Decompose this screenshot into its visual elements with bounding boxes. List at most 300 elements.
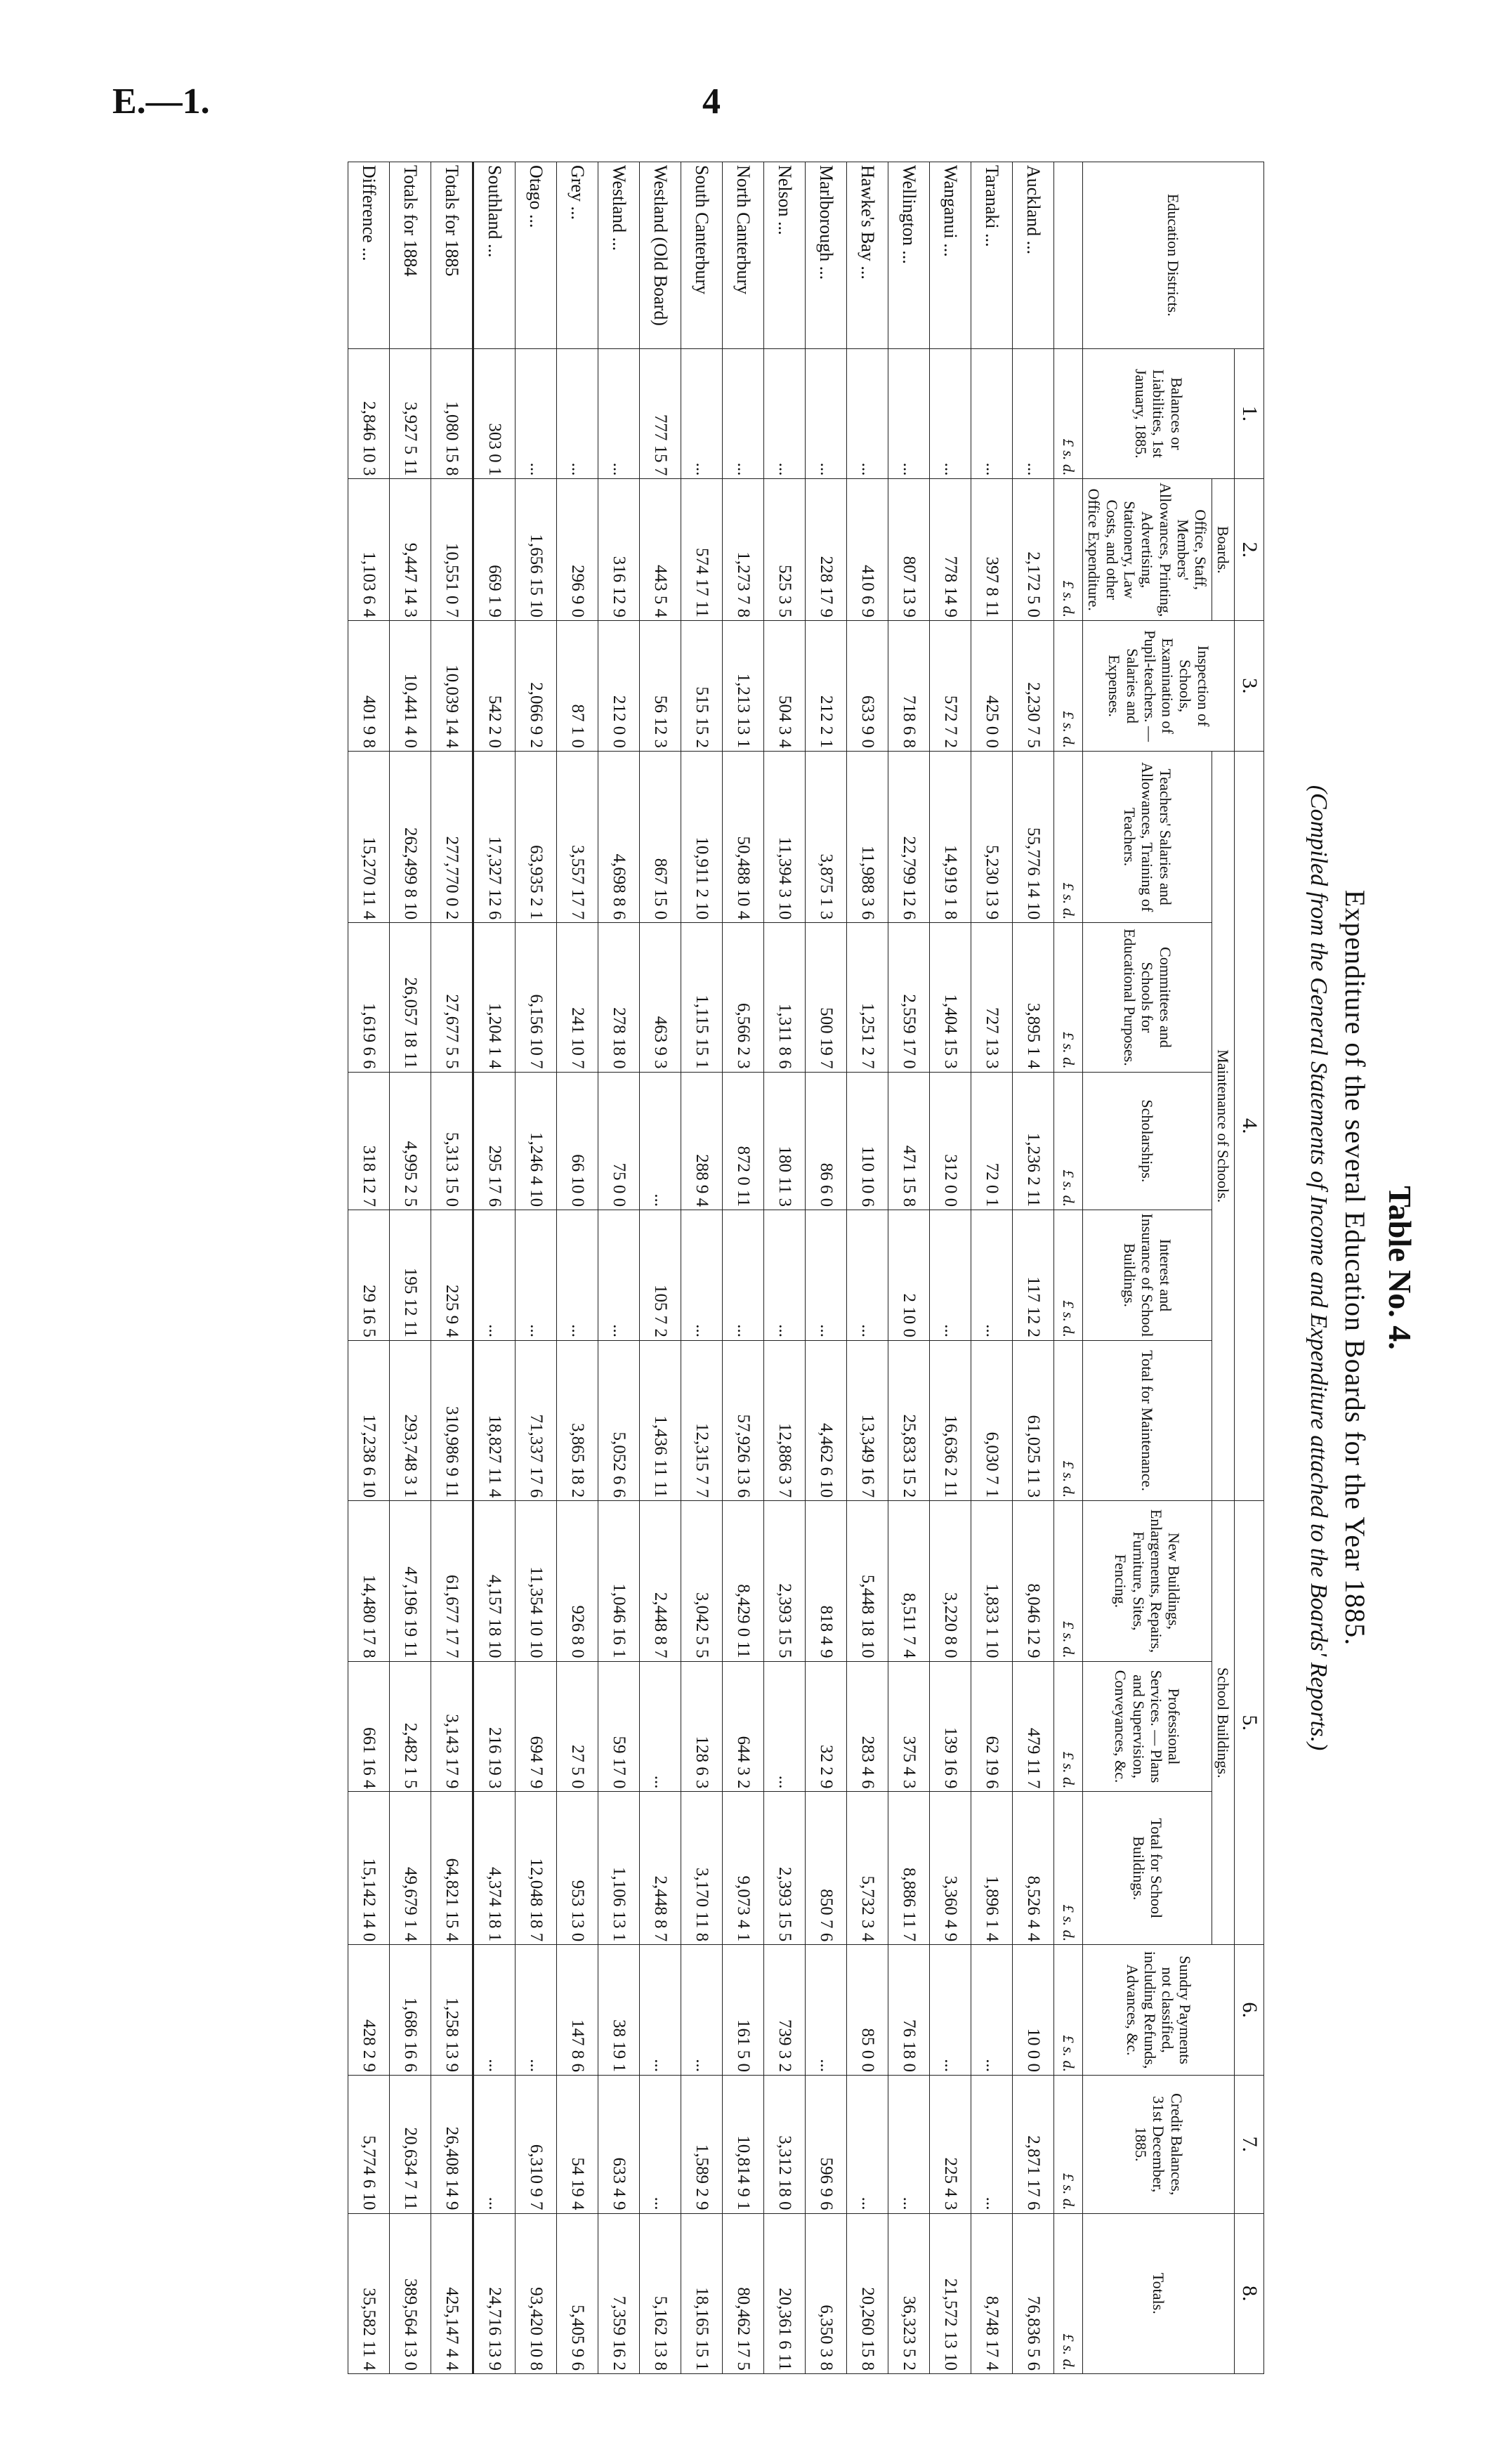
amount-cell: ... xyxy=(806,1945,847,2076)
amount-cell: £ s. d. xyxy=(1054,1501,1083,1661)
amount-cell: 2,393 15 5 xyxy=(764,1792,806,1945)
amount-cell: ... xyxy=(930,348,971,479)
amount-cell: 8,429 0 11 xyxy=(723,1501,764,1661)
amount-cell: ... xyxy=(598,348,640,479)
column-number-row xyxy=(1235,162,1264,2374)
amount-cell: ... xyxy=(557,1210,598,1341)
col-total-buildings-header: Total for School Buildings. xyxy=(1083,1792,1212,1945)
amount-cell: 500 19 7 xyxy=(806,923,847,1072)
amount-cell: 10,814 9 1 xyxy=(723,2076,764,2213)
table-row xyxy=(723,162,764,2374)
amount-cell: 15,270 11 4 xyxy=(348,751,390,922)
amount-cell: ... xyxy=(888,2076,930,2213)
amount-cell: 212 2 1 xyxy=(806,621,847,752)
amount-cell: 525 3 5 xyxy=(764,479,806,621)
col-teachers-header: Teachers' Salaries and Allowances, Training of Teachers. xyxy=(1083,751,1212,922)
amount-cell: 1,404 15 3 xyxy=(930,923,971,1072)
amount-cell: 56 12 3 xyxy=(640,621,681,752)
amount-cell: £ s. d. xyxy=(1054,1340,1083,1500)
col-professional-header: Professional Services. — Plans and Supervision, Conveyances, &c. xyxy=(1083,1661,1212,1792)
district-name: Otago ... xyxy=(516,162,557,349)
amount-cell: 76 18 0 xyxy=(888,1945,930,2076)
amount-cell: ... xyxy=(681,1945,723,2076)
amount-cell: 288 9 4 xyxy=(681,1072,723,1210)
amount-cell: 49,679 1 4 xyxy=(390,1792,431,1945)
col-office-header: Office, Staff, Members' Allowances, Printing, Advertising, Stationery, Law Costs, and other Office Expenditure. xyxy=(1083,479,1212,621)
amount-cell: ... xyxy=(806,1210,847,1341)
district-name: Nelson ... xyxy=(764,162,806,349)
amount-cell: 10,039 14 4 xyxy=(431,621,473,752)
district-name: Hawke's Bay ... xyxy=(847,162,888,349)
amount-cell: 277,770 0 2 xyxy=(431,751,473,922)
amount-cell: 4,374 18 1 xyxy=(473,1792,516,1945)
amount-cell: 216 19 3 xyxy=(473,1661,516,1792)
col-sundry-header: Sundry Payments not classified, including Refunds, Advances, &c. xyxy=(1083,1945,1235,2076)
amount-cell: ... xyxy=(681,1210,723,1341)
amount-cell: ... xyxy=(1013,348,1054,479)
amount-cell: ... xyxy=(640,1661,681,1792)
amount-cell: 80,462 17 5 xyxy=(723,2213,764,2374)
amount-cell: 633 9 0 xyxy=(847,621,888,752)
amount-cell: 180 11 3 xyxy=(764,1072,806,1210)
table-row xyxy=(473,162,516,2374)
amount-cell: 5,448 18 10 xyxy=(847,1501,888,1661)
col-boards-group: Boards. xyxy=(1212,479,1235,621)
amount-cell: 66 10 0 xyxy=(557,1072,598,1210)
col-new-buildings-header: New Buildings, Enlargements, Repairs, Furniture, Sites, Fencing. xyxy=(1083,1501,1212,1661)
district-name: Westland ... xyxy=(598,162,640,349)
table-row xyxy=(930,162,971,2374)
amount-cell: 2,871 17 6 xyxy=(1013,2076,1054,2213)
amount-cell: 596 9 6 xyxy=(806,2076,847,2213)
amount-cell: 1,103 6 4 xyxy=(348,479,390,621)
table-row xyxy=(888,162,930,2374)
page-number: 4 xyxy=(702,81,721,122)
district-name: Wanganui ... xyxy=(930,162,971,349)
amount-cell: £ s. d. xyxy=(1054,1661,1083,1792)
amount-cell: £ s. d. xyxy=(1054,1072,1083,1210)
amount-cell: 20,634 7 11 xyxy=(390,2076,431,2213)
amount-cell: ... xyxy=(971,1945,1013,2076)
amount-cell: 15,142 14 0 xyxy=(348,1792,390,1945)
amount-cell: £ s. d. xyxy=(1054,2213,1083,2374)
amount-cell: 139 16 9 xyxy=(930,1661,971,1792)
col-number: 7. xyxy=(1235,2076,1264,2213)
amount-cell: 425 0 0 xyxy=(971,621,1013,752)
amount-cell: ... xyxy=(516,1945,557,2076)
amount-cell: 318 12 7 xyxy=(348,1072,390,1210)
amount-cell: 739 3 2 xyxy=(764,1945,806,2076)
amount-cell: 8,526 4 4 xyxy=(1013,1792,1054,1945)
table-title: Table No. 4. xyxy=(1382,1186,1418,1350)
table-row xyxy=(557,162,598,2374)
amount-cell: 6,030 7 1 xyxy=(971,1340,1013,1500)
col-number: 5. xyxy=(1235,1501,1264,1945)
amount-cell: 2,393 15 5 xyxy=(764,1501,806,1661)
amount-cell: 6,156 10 7 xyxy=(516,923,557,1072)
col-balances-header: Balances or Liabilities, 1st January, 1885. xyxy=(1083,348,1235,479)
amount-cell: £ s. d. xyxy=(1054,621,1083,752)
amount-cell: 6,350 3 8 xyxy=(806,2213,847,2374)
amount-cell: 5,052 6 6 xyxy=(598,1340,640,1500)
amount-cell: 1,115 15 1 xyxy=(681,923,723,1072)
amount-cell: 262,499 8 10 xyxy=(390,751,431,922)
amount-cell: 4,698 8 6 xyxy=(598,751,640,922)
amount-cell: 867 15 0 xyxy=(640,751,681,922)
title-block xyxy=(1305,162,1426,2374)
amount-cell: 644 3 2 xyxy=(723,1661,764,1792)
amount-cell: 26,057 18 11 xyxy=(390,923,431,1072)
amount-cell: £ s. d. xyxy=(1054,2076,1083,2213)
amount-cell: 574 17 11 xyxy=(681,479,723,621)
amount-cell: 7,359 16 2 xyxy=(598,2213,640,2374)
amount-cell: 1,236 2 11 xyxy=(1013,1072,1054,1210)
amount-cell: £ s. d. xyxy=(1054,751,1083,922)
amount-cell: 24,716 13 9 xyxy=(473,2213,516,2374)
amount-cell: 633 4 9 xyxy=(598,2076,640,2213)
amount-cell: £ s. d. xyxy=(1054,923,1083,1072)
amount-cell: 1,106 13 1 xyxy=(598,1792,640,1945)
amount-cell: 778 14 9 xyxy=(930,479,971,621)
amount-cell: ... xyxy=(473,2076,516,2213)
amount-cell: 12,315 7 7 xyxy=(681,1340,723,1500)
col-number: 3. xyxy=(1235,621,1264,752)
amount-cell: 228 17 9 xyxy=(806,479,847,621)
amount-cell: 397 8 11 xyxy=(971,479,1013,621)
amount-cell: 18,165 15 1 xyxy=(681,2213,723,2374)
amount-cell: 3,865 18 2 xyxy=(557,1340,598,1500)
amount-cell: 425,147 4 4 xyxy=(431,2213,473,2374)
col-totals-header: Totals. xyxy=(1083,2213,1235,2374)
amount-cell: 86 6 0 xyxy=(806,1072,847,1210)
amount-cell: 2,448 8 7 xyxy=(640,1501,681,1661)
amount-cell: 35,582 11 4 xyxy=(348,2213,390,2374)
amount-cell: 161 5 0 xyxy=(723,1945,764,2076)
amount-cell: 13,349 16 7 xyxy=(847,1340,888,1500)
district-name: Wellington ... xyxy=(888,162,930,349)
amount-cell: 278 18 0 xyxy=(598,923,640,1072)
amount-cell: 5,774 6 10 xyxy=(348,2076,390,2213)
amount-cell: 11,354 10 10 xyxy=(516,1501,557,1661)
amount-cell: 195 12 11 xyxy=(390,1210,431,1341)
col-interest-header: Interest and Insurance of School Buildings. xyxy=(1083,1210,1212,1341)
col-scholarships-header: Scholarships. xyxy=(1083,1072,1212,1210)
amount-cell: 117 12 2 xyxy=(1013,1210,1054,1341)
table-row xyxy=(598,162,640,2374)
amount-cell: 293,748 3 1 xyxy=(390,1340,431,1500)
amount-cell: 303 0 1 xyxy=(473,348,516,479)
amount-cell: 428 2 9 xyxy=(348,1945,390,2076)
amount-cell: 61,025 11 3 xyxy=(1013,1340,1054,1500)
amount-cell: 669 1 9 xyxy=(473,479,516,621)
col-inspection-header: Inspection of Schools, Examination of Pupil-teachers. — Salaries and Expenses. xyxy=(1083,621,1235,752)
amount-cell: 75 0 0 xyxy=(598,1072,640,1210)
amount-cell: 443 5 4 xyxy=(640,479,681,621)
amount-cell: 1,686 16 6 xyxy=(390,1945,431,2076)
amount-cell: 1,258 13 9 xyxy=(431,1945,473,2076)
amount-cell: ... xyxy=(557,348,598,479)
group-header-row xyxy=(1212,162,1235,2374)
amount-cell: 1,273 7 8 xyxy=(723,479,764,621)
amount-cell: 10,551 0 7 xyxy=(431,479,473,621)
amount-cell: 283 4 6 xyxy=(847,1661,888,1792)
amount-cell: 18,827 11 4 xyxy=(473,1340,516,1500)
amount-cell: 71,337 17 6 xyxy=(516,1340,557,1500)
amount-cell: 1,080 15 8 xyxy=(431,348,473,479)
amount-cell: 3,220 8 0 xyxy=(930,1501,971,1661)
amount-cell: ... xyxy=(473,1210,516,1341)
amount-cell: 21,572 13 10 xyxy=(930,2213,971,2374)
amount-cell: ... xyxy=(847,2076,888,2213)
amount-cell: 36,323 5 2 xyxy=(888,2213,930,2374)
amount-cell: £ s. d. xyxy=(1054,1210,1083,1341)
amount-cell: 8,886 11 7 xyxy=(888,1792,930,1945)
amount-cell: 212 0 0 xyxy=(598,621,640,752)
amount-cell: £ s. d. xyxy=(1054,479,1083,621)
amount-cell: 295 17 6 xyxy=(473,1072,516,1210)
amount-cell: 32 2 9 xyxy=(806,1661,847,1792)
amount-cell: 87 1 0 xyxy=(557,621,598,752)
amount-cell: 20,361 6 11 xyxy=(764,2213,806,2374)
amount-cell: 3,143 17 9 xyxy=(431,1661,473,1792)
amount-cell: 5,230 13 9 xyxy=(971,751,1013,922)
amount-cell: 17,327 12 6 xyxy=(473,751,516,922)
amount-cell: 93,420 10 8 xyxy=(516,2213,557,2374)
amount-cell: 375 4 3 xyxy=(888,1661,930,1792)
amount-cell: 85 0 0 xyxy=(847,1945,888,2076)
amount-cell: 62 19 6 xyxy=(971,1661,1013,1792)
amount-cell: 225 4 3 xyxy=(930,2076,971,2213)
col-district-header: Education Districts. xyxy=(1083,162,1264,349)
col-number: 6. xyxy=(1235,1945,1264,2076)
col-maintenance-group: Maintenance of Schools. xyxy=(1212,751,1235,1500)
amount-cell: 542 2 0 xyxy=(473,621,516,752)
amount-cell: 1,251 2 7 xyxy=(847,923,888,1072)
amount-cell: ... xyxy=(640,2076,681,2213)
amount-cell: 4,462 6 10 xyxy=(806,1340,847,1500)
amount-cell: 64,821 15 4 xyxy=(431,1792,473,1945)
amount-cell: 11,394 3 10 xyxy=(764,751,806,922)
district-name: Grey ... xyxy=(557,162,598,349)
amount-cell: 3,312 18 0 xyxy=(764,2076,806,2213)
amount-cell: 22,799 12 6 xyxy=(888,751,930,922)
units-row xyxy=(1054,162,1083,2374)
amount-cell: 479 11 7 xyxy=(1013,1661,1054,1792)
amount-cell: 10 0 0 xyxy=(1013,1945,1054,2076)
amount-cell: 76,836 5 6 xyxy=(1013,2213,1054,2374)
col-total-maintenance-header: Total for Maintenance. xyxy=(1083,1340,1212,1500)
amount-cell: 10,911 2 10 xyxy=(681,751,723,922)
amount-cell: 4,995 2 5 xyxy=(390,1072,431,1210)
amount-cell: 1,619 6 6 xyxy=(348,923,390,1072)
amount-cell: 777 15 7 xyxy=(640,348,681,479)
amount-cell: 727 13 3 xyxy=(971,923,1013,1072)
amount-cell: ... xyxy=(930,1210,971,1341)
col-number: 2. xyxy=(1235,479,1264,621)
amount-cell: 2,846 10 3 xyxy=(348,348,390,479)
amount-cell: ... xyxy=(681,348,723,479)
table-row xyxy=(1013,162,1054,2374)
amount-cell: ... xyxy=(764,348,806,479)
amount-cell: 5,162 13 8 xyxy=(640,2213,681,2374)
amount-cell: 63,935 2 1 xyxy=(516,751,557,922)
amount-cell: 8,748 17 4 xyxy=(971,2213,1013,2374)
amount-cell: ... xyxy=(598,1210,640,1341)
amount-cell: 38 19 1 xyxy=(598,1945,640,2076)
amount-cell: ... xyxy=(473,1945,516,2076)
amount-cell: 504 3 4 xyxy=(764,621,806,752)
amount-cell: 27 5 0 xyxy=(557,1661,598,1792)
amount-cell: 54 19 4 xyxy=(557,2076,598,2213)
amount-cell: 225 9 4 xyxy=(431,1210,473,1341)
amount-cell: 3,927 5 11 xyxy=(390,348,431,479)
amount-cell: 14,480 17 8 xyxy=(348,1501,390,1661)
col-number: 1. xyxy=(1235,348,1264,479)
amount-cell: ... xyxy=(640,1945,681,2076)
amount-cell: 694 7 9 xyxy=(516,1661,557,1792)
district-name: Taranaki ... xyxy=(971,162,1013,349)
amount-cell: ... xyxy=(847,1210,888,1341)
amount-cell: 1,896 1 4 xyxy=(971,1792,1013,1945)
amount-cell: ... xyxy=(516,348,557,479)
amount-cell: ... xyxy=(806,348,847,479)
table-body xyxy=(348,162,1083,2374)
amount-cell: 3,360 4 9 xyxy=(930,1792,971,1945)
amount-cell: 463 9 3 xyxy=(640,923,681,1072)
district-name: Marlborough ... xyxy=(806,162,847,349)
table-row xyxy=(806,162,847,2374)
amount-cell: 1,833 1 10 xyxy=(971,1501,1013,1661)
district-name: Difference ... xyxy=(348,162,390,349)
amount-cell: 2 10 0 xyxy=(888,1210,930,1341)
amount-cell: 16,636 2 11 xyxy=(930,1340,971,1500)
amount-cell: 2,559 17 0 xyxy=(888,923,930,1072)
amount-cell: 401 9 8 xyxy=(348,621,390,752)
amount-cell: ... xyxy=(723,1210,764,1341)
district-name: Westland (Old Board) xyxy=(640,162,681,349)
amount-cell: 59 17 0 xyxy=(598,1661,640,1792)
amount-cell: ... xyxy=(971,1210,1013,1341)
amount-cell: ... xyxy=(764,1210,806,1341)
amount-cell: 5,732 3 4 xyxy=(847,1792,888,1945)
table-row xyxy=(681,162,723,2374)
amount-cell: 6,310 9 7 xyxy=(516,2076,557,2213)
amount-cell: 12,048 18 7 xyxy=(516,1792,557,1945)
amount-cell: 1,311 8 6 xyxy=(764,923,806,1072)
amount-cell: £ s. d. xyxy=(1054,1945,1083,2076)
totals-row xyxy=(348,162,390,2374)
amount-cell: 128 6 3 xyxy=(681,1661,723,1792)
amount-cell: 9,073 4 1 xyxy=(723,1792,764,1945)
amount-cell: 6,566 2 3 xyxy=(723,923,764,1072)
amount-cell: 850 7 6 xyxy=(806,1792,847,1945)
amount-cell: 27,677 5 5 xyxy=(431,923,473,1072)
amount-cell: 241 10 7 xyxy=(557,923,598,1072)
amount-cell: £ s. d. xyxy=(1054,348,1083,479)
district-name: Totals for 1885 xyxy=(431,162,473,349)
amount-cell: 572 7 2 xyxy=(930,621,971,752)
table-row xyxy=(640,162,681,2374)
district-name: Totals for 1884 xyxy=(390,162,431,349)
amount-cell: 310,986 9 11 xyxy=(431,1340,473,1500)
amount-cell: 61,677 17 7 xyxy=(431,1501,473,1661)
table-row xyxy=(516,162,557,2374)
amount-cell: 1,204 1 4 xyxy=(473,923,516,1072)
amount-cell: 3,170 11 8 xyxy=(681,1792,723,1945)
rotated-table-page xyxy=(162,162,1426,2374)
amount-cell: 953 13 0 xyxy=(557,1792,598,1945)
totals-row xyxy=(390,162,431,2374)
district-name: Southland ... xyxy=(473,162,516,349)
table-row xyxy=(971,162,1013,2374)
page-header-series: E.—1. xyxy=(112,81,210,122)
amount-cell: 29 16 5 xyxy=(348,1210,390,1341)
amount-cell: 14,919 1 8 xyxy=(930,751,971,922)
table-row xyxy=(764,162,806,2374)
amount-cell: 3,895 1 4 xyxy=(1013,923,1054,1072)
amount-cell: 2,230 7 5 xyxy=(1013,621,1054,752)
col-number: 4. xyxy=(1235,751,1264,1500)
totals-row xyxy=(431,162,473,2374)
col-number: 8. xyxy=(1235,2213,1264,2374)
amount-cell: ... xyxy=(640,1072,681,1210)
amount-cell: 1,213 13 1 xyxy=(723,621,764,752)
amount-cell: 47,196 19 11 xyxy=(390,1501,431,1661)
amount-cell: 2,448 8 7 xyxy=(640,1792,681,1945)
amount-cell: 26,408 14 9 xyxy=(431,2076,473,2213)
amount-cell: ... xyxy=(971,2076,1013,2213)
amount-cell: 12,886 3 7 xyxy=(764,1340,806,1500)
amount-cell: 5,313 15 0 xyxy=(431,1072,473,1210)
amount-cell: 3,042 5 5 xyxy=(681,1501,723,1661)
amount-cell: 2,172 5 0 xyxy=(1013,479,1054,621)
district-name: Auckland ... xyxy=(1013,162,1054,349)
amount-cell: 1,656 15 10 xyxy=(516,479,557,621)
amount-cell: 3,557 17 7 xyxy=(557,751,598,922)
amount-cell: 110 10 6 xyxy=(847,1072,888,1210)
expenditure-table xyxy=(348,162,1264,2374)
amount-cell: ... xyxy=(764,1661,806,1792)
table-subtitle: Expenditure of the several Education Boards for the Year 1885. xyxy=(1339,889,1371,1646)
amount-cell: ... xyxy=(971,348,1013,479)
amount-cell: 3,875 1 3 xyxy=(806,751,847,922)
amount-cell: 661 16 4 xyxy=(348,1661,390,1792)
amount-cell: 50,488 10 4 xyxy=(723,751,764,922)
table-row xyxy=(847,162,888,2374)
table-source-note: (Compiled from the General Statements of Income and Expenditure attached to the Boards' Reports.) xyxy=(1306,785,1332,1751)
amount-cell: 471 15 8 xyxy=(888,1072,930,1210)
amount-cell: 312 0 0 xyxy=(930,1072,971,1210)
amount-cell: 57,926 13 6 xyxy=(723,1340,764,1500)
amount-cell: 147 8 6 xyxy=(557,1945,598,2076)
amount-cell: 20,260 15 8 xyxy=(847,2213,888,2374)
amount-cell: ... xyxy=(930,1945,971,2076)
district-name xyxy=(1054,162,1083,349)
amount-cell: £ s. d. xyxy=(1054,1792,1083,1945)
amount-cell: 11,988 3 6 xyxy=(847,751,888,922)
col-committees-header: Committees and Schools for Educational Purposes. xyxy=(1083,923,1212,1072)
amount-cell: 818 4 9 xyxy=(806,1501,847,1661)
district-name: South Canterbury xyxy=(681,162,723,349)
amount-cell: 718 6 8 xyxy=(888,621,930,752)
amount-cell: 296 9 0 xyxy=(557,479,598,621)
amount-cell: 872 0 11 xyxy=(723,1072,764,1210)
amount-cell: 1,046 16 1 xyxy=(598,1501,640,1661)
amount-cell: 316 12 9 xyxy=(598,479,640,621)
amount-cell: 72 0 1 xyxy=(971,1072,1013,1210)
amount-cell: 8,511 7 4 xyxy=(888,1501,930,1661)
amount-cell: 10,441 4 0 xyxy=(390,621,431,752)
